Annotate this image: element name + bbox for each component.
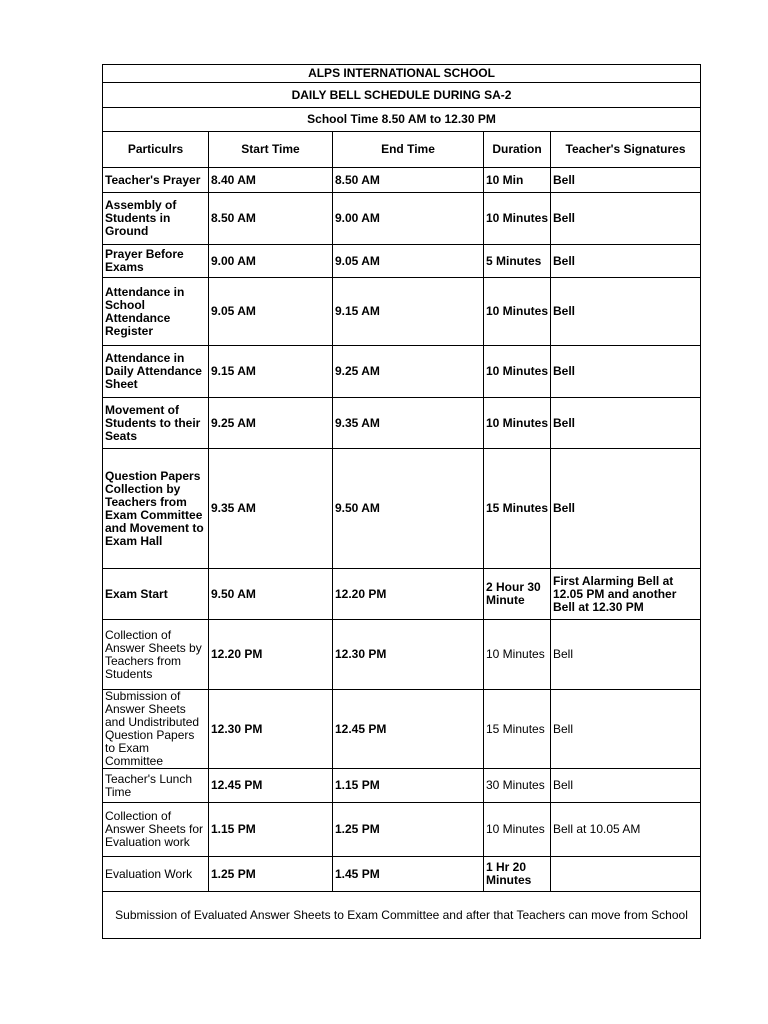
cell-start-time: 9.25 AM (209, 398, 333, 449)
table-row (103, 857, 701, 892)
cell-signature: Bell (551, 168, 701, 193)
cell-end-time: 1.45 PM (333, 857, 484, 892)
cell-end-time: 12.30 PM (333, 620, 484, 690)
cell-end-time: 9.50 AM (333, 449, 484, 569)
table-row (103, 346, 701, 398)
header-end-time: End Time (333, 132, 484, 168)
table-row (103, 620, 701, 690)
table-row (103, 449, 701, 569)
cell-particulars: Evaluation Work (103, 857, 209, 892)
cell-end-time: 9.15 AM (333, 278, 484, 346)
cell-start-time: 9.15 AM (209, 346, 333, 398)
header-start-time: Start Time (209, 132, 333, 168)
cell-particulars: Collection of Answer Sheets by Teachers from Students (103, 620, 209, 690)
cell-signature (551, 857, 701, 892)
cell-duration: 10 Minutes (484, 193, 551, 245)
cell-signature: Bell (551, 449, 701, 569)
table-row (103, 803, 701, 857)
cell-start-time: 9.00 AM (209, 245, 333, 278)
cell-duration: 10 Min (484, 168, 551, 193)
table-row (103, 769, 701, 803)
cell-end-time: 12.20 PM (333, 569, 484, 620)
cell-particulars: Question Papers Collection by Teachers from Exam Committee and Movement to Exam Hall (103, 449, 209, 569)
school-name: ALPS INTERNATIONAL SCHOOL (103, 65, 701, 83)
cell-particulars: Submission of Answer Sheets and Undistributed Question Papers to Exam Committee (103, 690, 209, 769)
cell-particulars: Exam Start (103, 569, 209, 620)
cell-signature: Bell (551, 690, 701, 769)
cell-start-time: 1.25 PM (209, 857, 333, 892)
header-signatures: Teacher's Signatures (551, 132, 701, 168)
cell-start-time: 9.50 AM (209, 569, 333, 620)
cell-duration: 10 Minutes (484, 620, 551, 690)
cell-duration: 10 Minutes (484, 398, 551, 449)
cell-signature: First Alarming Bell at 12.05 PM and another Bell at 12.30 PM (551, 569, 701, 620)
cell-duration: 10 Minutes (484, 346, 551, 398)
cell-end-time: 9.00 AM (333, 193, 484, 245)
cell-signature: Bell (551, 245, 701, 278)
cell-signature: Bell (551, 193, 701, 245)
cell-signature: Bell (551, 398, 701, 449)
cell-signature: Bell at 10.05 AM (551, 803, 701, 857)
table-row (103, 398, 701, 449)
cell-particulars: Attendance in Daily Attendance Sheet (103, 346, 209, 398)
cell-signature: Bell (551, 620, 701, 690)
cell-end-time: 9.35 AM (333, 398, 484, 449)
cell-end-time: 1.25 PM (333, 803, 484, 857)
cell-start-time: 12.45 PM (209, 769, 333, 803)
cell-duration: 2 Hour 30 Minute (484, 569, 551, 620)
cell-signature: Bell (551, 278, 701, 346)
school-time: School Time 8.50 AM to 12.30 PM (103, 108, 701, 132)
cell-particulars: Prayer Before Exams (103, 245, 209, 278)
table-row (103, 569, 701, 620)
cell-end-time: 12.45 PM (333, 690, 484, 769)
cell-start-time: 9.05 AM (209, 278, 333, 346)
cell-duration: 10 Minutes (484, 803, 551, 857)
cell-start-time: 1.15 PM (209, 803, 333, 857)
cell-duration: 1 Hr 20 Minutes (484, 857, 551, 892)
cell-particulars: Movement of Students to their Seats (103, 398, 209, 449)
cell-duration: 5 Minutes (484, 245, 551, 278)
cell-particulars: Teacher's Lunch Time (103, 769, 209, 803)
cell-particulars: Assembly of Students in Ground (103, 193, 209, 245)
cell-start-time: 12.30 PM (209, 690, 333, 769)
cell-start-time: 8.40 AM (209, 168, 333, 193)
header-duration: Duration (484, 132, 551, 168)
bell-schedule-table (102, 64, 701, 939)
cell-duration: 10 Minutes (484, 278, 551, 346)
cell-start-time: 9.35 AM (209, 449, 333, 569)
table-row (103, 245, 701, 278)
cell-start-time: 12.20 PM (209, 620, 333, 690)
cell-duration: 15 Minutes (484, 690, 551, 769)
cell-end-time: 9.25 AM (333, 346, 484, 398)
cell-start-time: 8.50 AM (209, 193, 333, 245)
cell-signature: Bell (551, 346, 701, 398)
cell-particulars: Collection of Answer Sheets for Evaluation work (103, 803, 209, 857)
cell-end-time: 1.15 PM (333, 769, 484, 803)
table-row (103, 193, 701, 245)
table-row (103, 278, 701, 346)
cell-duration: 15 Minutes (484, 449, 551, 569)
footer-note: Submission of Evaluated Answer Sheets to Exam Committee and after that Teachers can move from School (103, 892, 701, 939)
cell-signature: Bell (551, 769, 701, 803)
table-row (103, 168, 701, 193)
header-particulars: Particulrs (103, 132, 209, 168)
cell-particulars: Attendance in School Attendance Register (103, 278, 209, 346)
cell-end-time: 8.50 AM (333, 168, 484, 193)
cell-duration: 30 Minutes (484, 769, 551, 803)
table-row (103, 690, 701, 769)
cell-particulars: Teacher's Prayer (103, 168, 209, 193)
cell-end-time: 9.05 AM (333, 245, 484, 278)
schedule-title: DAILY BELL SCHEDULE DURING SA-2 (103, 83, 701, 108)
